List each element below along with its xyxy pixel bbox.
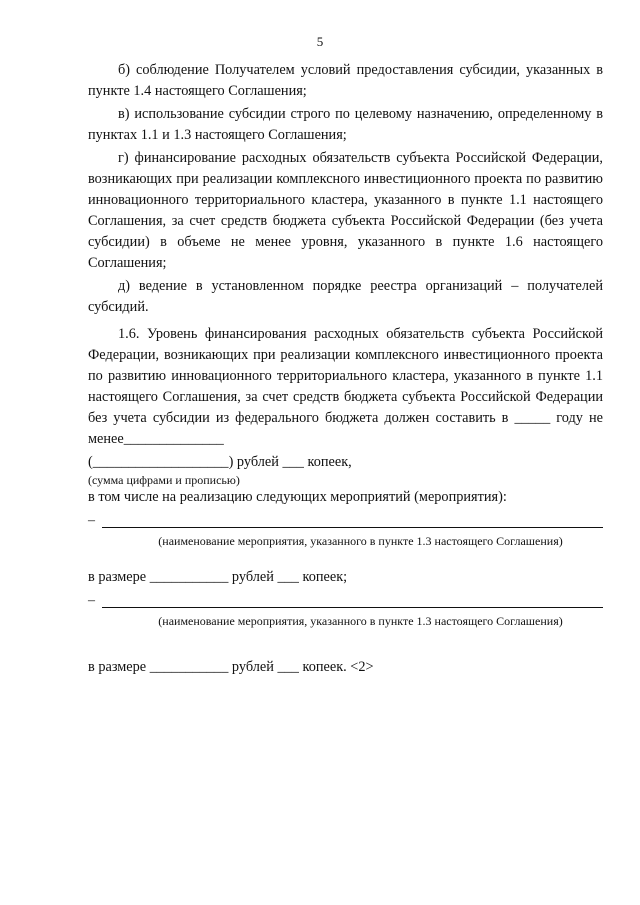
blank-rule xyxy=(102,595,603,608)
event-blank-1 xyxy=(88,510,603,531)
spacer xyxy=(88,629,603,657)
page-number: 5 xyxy=(316,34,324,49)
event-caption-2: (наименование мероприятия, указанного в пункте 1.3 настоящего Соглашения) xyxy=(158,614,563,628)
section-1-6: 1.6. Уровень финансирования расходных обязательств субъекта Российской Федерации, возникающих при реализации комплексного инвестиционного проекта по развитию инновационного территориального кластера, указанного в пункте 1.1 настоящего Соглашения, за счет средств бюджета субъекта Российской Федерации без учета субсидии из федерального бюджета должен составить в _____ году не менее______________ xyxy=(88,326,603,447)
event-blank-2 xyxy=(88,590,603,611)
amount-caption: (сумма цифрами и прописью) xyxy=(88,473,240,487)
item-v: в) использование субсидии строго по целевому назначению, определенному в пунктах 1.1 и 1.3 настоящего Соглашения; xyxy=(88,106,603,143)
size-line-1: в размере ___________ рублей ___ копеек; xyxy=(88,569,348,585)
item-g: г) финансирование расходных обязательств субъекта Российской Федерации, возникающих при реализации комплексного инвестиционного проекта по развитию инновационного территориального кластера, указанного в пункте 1.1 настоящего Соглашения, за счет средств бюджета субъекта Российской Федерации (без учета субсидии) в объеме не менее уровня, указанного в пункте 1.6 настоящего Соглашения; xyxy=(88,150,603,271)
size-line-2: в размере ___________ рублей ___ копеек. <2> xyxy=(88,659,374,675)
document-body xyxy=(88,60,603,678)
blank-rule xyxy=(102,515,603,528)
event-caption-1: (наименование мероприятия, указанного в пункте 1.3 настоящего Соглашения) xyxy=(158,534,563,548)
spacer xyxy=(88,549,603,567)
including-line: в том числе на реализацию следующих мероприятий (мероприятия): xyxy=(88,489,507,505)
dash-mark: – xyxy=(88,593,95,608)
item-b: б) соблюдение Получателем условий предоставления субсидии, указанных в пункте 1.4 настоящего Соглашения; xyxy=(88,62,603,99)
amount-line: (___________________) рублей ___ копеек, xyxy=(88,454,352,470)
dash-mark: – xyxy=(88,513,95,528)
item-d: д) ведение в установленном порядке реестра организаций – получателей субсидий. xyxy=(88,278,603,315)
